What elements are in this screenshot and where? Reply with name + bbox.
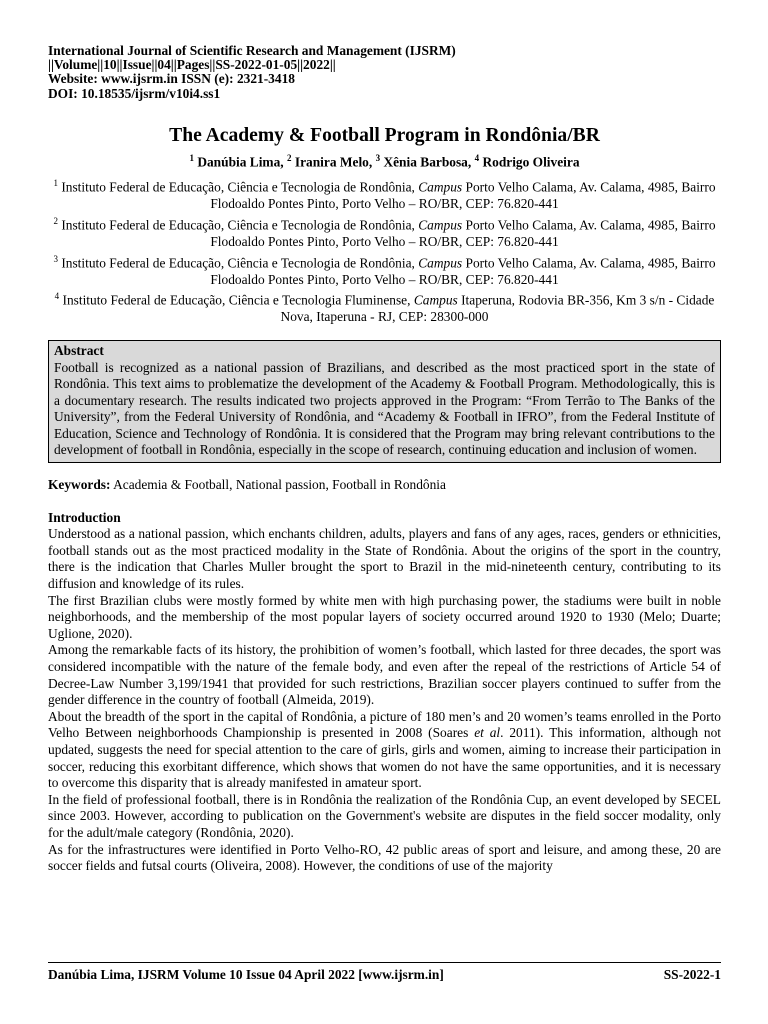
author-index: 3 <box>375 152 381 163</box>
affiliation: $^2$ Instituto Federal de Educação, Ciência e Tecnologia de Rondônia, Campus Porto Velho Calama, Av. Calama, 4985, Bairro Flodoaldo Pontes Pinto, Porto Velho – RO/BR, CEP: 76.820-441 <box>53 215 716 249</box>
author-name: Iranira Melo, <box>294 154 373 170</box>
paragraph: The first Brazilian clubs were mostly formed by white men with high purchasing power, the stadiums were built in noble neighborhoods, and the membership of the most popular layers of society occurred around 1920 to 1930 (Melo; Duarte; Uglione, 2020). <box>48 592 721 641</box>
paragraph: In the field of professional football, there is in Rondônia the realization of the Rondônia Cup, an event developed by SECEL since 2003. However, according to publication on the Government's website are disputes in the field soccer modality, only for the adult/male category (Rondônia, 2020). <box>48 791 721 840</box>
page-footer <box>48 962 721 983</box>
journal-name: International Journal of Scientific Research and Management (IJSRM) <box>48 43 456 58</box>
affiliation: $^3$ Instituto Federal de Educação, Ciência e Tecnologia de Rondônia, Campus Porto Velho Calama, Av. Calama, 4985, Bairro Flodoaldo Pontes Pinto, Porto Velho – RO/BR, CEP: 76.820-441 <box>53 253 716 287</box>
affiliation: $^4$ Instituto Federal de Educação, Ciência e Tecnologia Fluminense, Campus Itaperuna, Rodovia BR-356, Km 3 s/n - Cidade Nova, Itaperuna - RJ, CEP: 28300-000 <box>54 291 715 325</box>
paragraph: About the breadth of the sport in the capital of Rondônia, a picture of 180 men’s and 20 women’s teams enrolled in the Porto Velho Between neighborhoods Championship is presented in 2008 (Soares et al. 2011). This information, although not updated, suggests the need for special attention to the care of girls, girls and women, aiming to increase their participation in soccer, reducing this exorbitant difference, which shows that women do not have the same opportunities, and it is necessary to overcome this disparity that is already manifested in amateur sport. <box>48 708 722 791</box>
paragraph: Understood as a national passion, which enchants children, adults, players and fans of any ages, races, genders or ethnicities, football stands out as the most practiced modality in the State of Rondônia. About the origins of the sport in the country, there is the indication that Charles Muller brought the sport to Brazil in the mid-nineteenth century, contributing to its diffusion and knowledge of its rules. <box>48 526 721 592</box>
author-name: Rodrigo Oliveira <box>482 154 580 170</box>
paragraph: Among the remarkable facts of its history, the prohibition of women’s football, which lasted for three decades, the sport was considered incompatible with the nature of the female body, and even after the repeal of the restrictions of Article 54 of Decree-Law Number 3,199/1941 that provided for such restrictions, Brazilian soccer players continued to suffer from the gender difference in the country of football (Almeida, 2019). <box>48 642 721 708</box>
affiliation-list <box>48 175 721 326</box>
author-name: Xênia Barbosa, <box>383 154 472 170</box>
author-index: 4 <box>474 152 480 163</box>
introduction-heading: Introduction <box>48 509 121 525</box>
author-list <box>48 149 721 171</box>
abstract-box <box>48 340 721 463</box>
journal-volume: ||Volume||10||Issue||04||Pages||SS-2022-01-05||2022|| <box>48 57 336 73</box>
keywords <box>48 477 721 494</box>
journal-doi: DOI: 10.18535/ijsrm/v10i4.ss1 <box>48 85 221 101</box>
author-name: Danúbia Lima, <box>197 154 284 170</box>
author-index: 2 <box>287 152 292 163</box>
keywords-label: Keywords: <box>48 477 111 493</box>
footer-citation: Danúbia Lima, IJSRM Volume 10 Issue 04 April 2022 [www.ijsrm.in] <box>48 967 444 982</box>
paper-title: The Academy & Football Program in Rondônia/BR <box>169 124 600 146</box>
journal-website: Website: www.ijsrm.in ISSN (e): 2321-3418 <box>48 71 295 87</box>
paper-page <box>48 44 721 875</box>
paragraph: As for the infrastructures were identified in Porto Velho-RO, 42 public areas of sport and leisure, and among these, 20 are soccer fields and futsal courts (Oliveira, 2008). However, the conditions of use of the majority <box>48 841 721 874</box>
keywords-text: Academia & Football, National passion, Football in Rondônia <box>113 477 446 493</box>
abstract-heading: Abstract <box>54 342 104 358</box>
page-number: SS-2022-1 <box>663 967 721 982</box>
abstract-text: Football is recognized as a national passion of Brazilians, and described as the most practiced sport in the state of Rondônia. This text aims to problematize the development of the Academy & Football Program. Methodologically, this is a documentary research. The results indicated two projects approved in the Program: “From Terrão to The Banks of the University”, from the Federal University of Rondônia, and “Academy & Football in IFRO”, from the Federal Institute of Education, Science and Technology of Rondônia. It is considered that the Program may bring relevant contributions to the development of football in Rondônia, especially in the scope of research, continuing education and inclusion of women. <box>54 359 715 458</box>
affiliation: $^1$ Instituto Federal de Educação, Ciência e Tecnologia de Rondônia, Campus Porto Velho Calama, Av. Calama, 4985, Bairro Flodoaldo Pontes Pinto, Porto Velho – RO/BR, CEP: 76.820-441 <box>53 178 716 212</box>
author-index: 1 <box>189 152 194 163</box>
journal-header <box>48 44 721 101</box>
